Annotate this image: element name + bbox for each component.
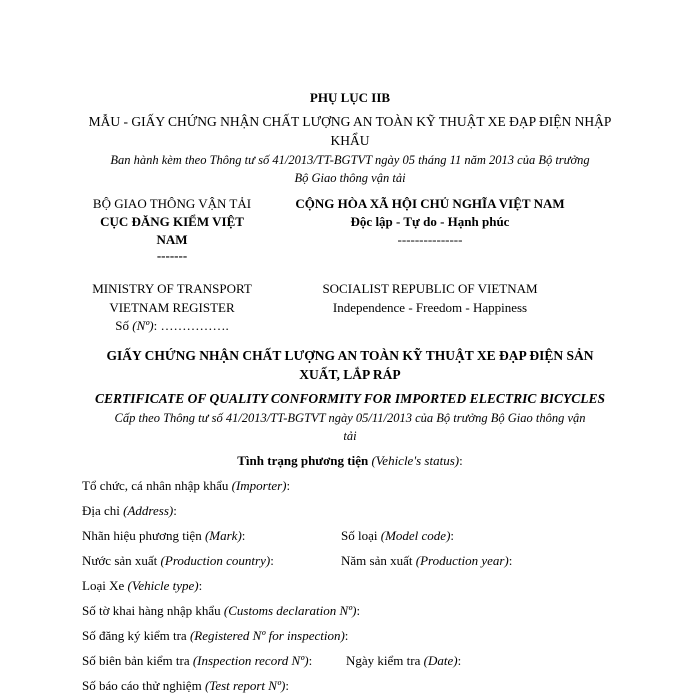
number-value: : ……………. [153, 318, 229, 333]
vehicle-status-heading [0, 453, 700, 469]
mark-colon: : [241, 528, 246, 543]
issued-line-2: Bộ Giao thông vận tải [294, 171, 406, 185]
registered-number-field[interactable] [82, 628, 348, 644]
cert-title-vn-line-2: XUẤT, LẮP RÁP [299, 367, 401, 382]
registered-label-vn: Số đăng ký kiểm tra [82, 628, 190, 643]
register-en: VIETNAM REGISTER [109, 300, 235, 315]
inspection-date-field[interactable] [346, 653, 461, 669]
type-label-vn: Loại Xe [82, 578, 128, 593]
model-code-field[interactable] [341, 528, 454, 544]
ministry-vn: BỘ GIAO THÔNG VẬN TẢI [92, 196, 252, 211]
model-label-en: (Model code) [380, 528, 451, 543]
republic-en: SOCIALIST REPUBLIC OF VIETNAM [322, 281, 538, 296]
model-label-vn: Số loại [341, 528, 381, 543]
country-colon: : [270, 553, 274, 568]
customs-colon: : [356, 603, 361, 618]
year-label-vn: Năm sản xuất [341, 553, 416, 568]
form-title-line-2: KHẨU [330, 133, 370, 148]
type-label-en: (Vehicle type) [127, 578, 199, 593]
record-colon: : [308, 653, 313, 668]
year-label-en: (Production year) [415, 553, 509, 568]
status-label-vn: Tình trạng phương tiện [237, 453, 372, 468]
mark-field[interactable] [82, 528, 245, 544]
importer-label-en: (Importer) [231, 478, 287, 493]
date-label-en: (Date) [423, 653, 458, 668]
customs-declaration-field[interactable] [82, 603, 360, 619]
country-label-vn: Nước sản xuất [82, 553, 161, 568]
inspection-record-field[interactable] [82, 653, 312, 669]
production-year-field[interactable] [341, 553, 512, 569]
cert-basis-line-1: Cấp theo Thông tư số 41/2013/TT-BGTVT ngày 05/11/2013 của Bộ trưởng Bộ Giao thông vận [114, 411, 586, 425]
left-rule: ------- [156, 248, 188, 263]
registered-label-en: (Registered Nº for inspection) [189, 628, 345, 643]
status-label-en: (Vehicle's status) [371, 453, 460, 468]
address-colon: : [173, 503, 177, 518]
republic-vn: CỘNG HÒA XÃ HỘI CHỦ NGHĨA VIỆT NAM [295, 196, 565, 211]
year-colon: : [508, 553, 513, 568]
department-vn-line-2: NAM [156, 232, 188, 247]
status-colon: : [459, 453, 463, 468]
right-rule: --------------- [397, 232, 463, 247]
importer-field[interactable] [82, 478, 290, 494]
address-field[interactable] [82, 503, 177, 519]
number-label-en: (Nº) [132, 318, 154, 333]
report-label-vn: Số báo cáo thử nghiệm [82, 678, 205, 693]
vehicle-type-field[interactable] [82, 578, 202, 594]
report-label-en: (Test report Nº) [204, 678, 286, 693]
cert-title-vn-line-1: GIẤY CHỨNG NHẬN CHẤT LƯỢNG AN TOÀN KỸ THUẬT XE ĐẠP ĐIỆN SẢN [106, 348, 594, 363]
report-colon: : [285, 678, 289, 693]
address-label-en: (Address) [123, 503, 174, 518]
mark-label-vn: Nhãn hiệu phương tiện [82, 528, 205, 543]
country-label-en: (Production country) [160, 553, 271, 568]
mark-label-en: (Mark) [204, 528, 242, 543]
motto-en: Independence - Freedom - Happiness [332, 300, 528, 315]
department-vn-line-1: CỤC ĐĂNG KIỂM VIỆT [100, 214, 244, 229]
test-report-field[interactable] [82, 678, 289, 694]
cert-basis-line-2: tải [343, 429, 357, 443]
date-colon: : [457, 653, 462, 668]
address-label-vn: Địa chỉ [82, 503, 124, 518]
date-label-vn: Ngày kiểm tra [346, 653, 424, 668]
type-colon: : [198, 578, 203, 593]
certificate-number [72, 318, 272, 334]
production-country-field[interactable] [82, 553, 274, 569]
registered-colon: : [344, 628, 349, 643]
cert-title-en: CERTIFICATE OF QUALITY CONFORMITY FOR IMPORTED ELECTRIC BICYCLES [95, 391, 605, 406]
importer-label-vn: Tổ chức, cá nhân nhập khẩu [82, 478, 232, 493]
issued-line-1: Ban hành kèm theo Thông tư số 41/2013/TT-BGTVT ngày 05 tháng 11 năm 2013 của Bộ trưởng [110, 153, 590, 167]
appendix-title: PHỤ LỤC IIB [309, 90, 391, 105]
customs-label-en: (Customs declaration Nº) [223, 603, 357, 618]
form-title-line-1: MẪU - GIẤY CHỨNG NHẬN CHẤT LƯỢNG AN TOÀN KỸ THUẬT XE ĐẠP ĐIỆN NHẬP [88, 114, 612, 129]
record-label-vn: Số biên bản kiểm tra [82, 653, 193, 668]
importer-colon: : [286, 478, 291, 493]
number-label: Số [115, 318, 133, 333]
ministry-en: MINISTRY OF TRANSPORT [92, 281, 252, 296]
motto-vn: Độc lập - Tự do - Hạnh phúc [350, 214, 510, 229]
record-label-en: (Inspection record Nº) [192, 653, 309, 668]
customs-label-vn: Số tờ khai hàng nhập khẩu [82, 603, 224, 618]
model-colon: : [450, 528, 455, 543]
